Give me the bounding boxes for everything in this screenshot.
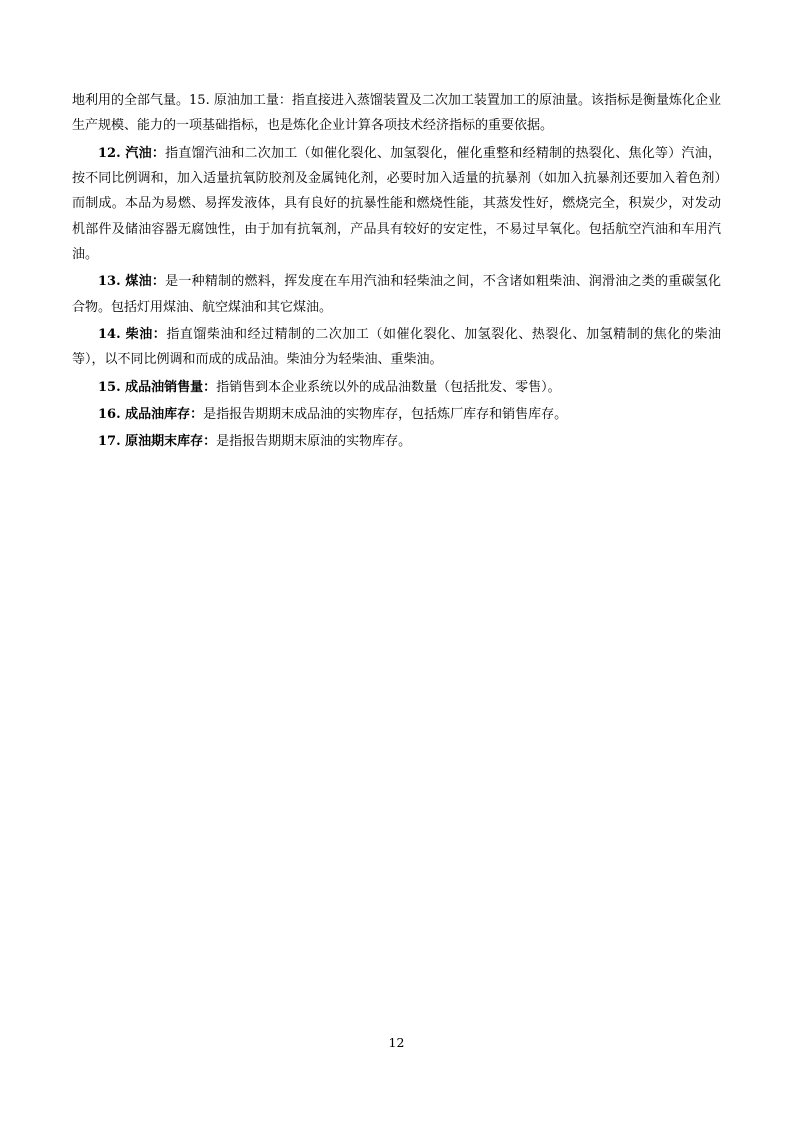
term-label: 12. 汽油： [98, 145, 166, 161]
paragraph-text: 地利用的全部气量。15. 原油加工量：指直接进入蒸馏装置及二次加工装置加工的原油量。该指标是衡量炼化企业生产规模、能力的一项基础指标，也是炼化企业计算各项技术经济指标的重要依据。 [72, 93, 721, 134]
term-label: 13. 煤油： [98, 274, 166, 290]
paragraph [72, 141, 721, 268]
paragraph-text: 指直馏汽油和二次加工（如催化裂化、加氢裂化，催化重整和经精制的热裂化、焦化等）汽油，按不同比例调和，加入适量抗氧防胶剂及金属钝化剂，必要时加入适量的抗暴剂（如加入抗暴剂还要加入着色剂）而制成。本品为易燃、易挥发液体，具有良好的抗暴性能和燃烧性能，其蒸发性好，燃烧完全，积炭少，对发动机部件及储油容器无腐蚀性，由于加有抗氧剂，产品具有较好的安定性，不易过早氧化。包括航空汽油和车用汽油。 [72, 145, 721, 263]
term-label: 15. 成品油销售量： [98, 379, 217, 395]
page-number: 12 [388, 1035, 405, 1050]
paragraph [72, 375, 721, 400]
paragraph-text: 是指报告期期末原油的实物库存。 [216, 434, 412, 450]
paragraph [72, 88, 721, 139]
term-label: 14. 柴油： [98, 327, 167, 343]
paragraph [72, 402, 721, 427]
paragraph [72, 429, 721, 454]
paragraph [72, 322, 721, 373]
paragraph-text: 指销售到本企业系统以外的成品油数量（包括批发、零售）。 [216, 379, 561, 395]
paragraph-text: 是指报告期期末成品油的实物库存，包括炼厂库存和销售库存。 [203, 407, 568, 423]
term-label: 17. 原油期末库存： [98, 434, 217, 450]
paragraph-text: 指直馏柴油和经过精制的二次加工（如催化裂化、加氢裂化、热裂化、加氢精制的焦化的柴油等），以不同比例调和而成的成品油。柴油分为轻柴油、重柴油。 [72, 327, 721, 368]
paragraph-text: 是一种精制的燃料，挥发度在车用汽油和轻柴油之间，不含诸如粗柴油、润滑油之类的重碳氢化合物。包括灯用煤油、航空煤油和其它煤油。 [72, 274, 721, 315]
paragraph [72, 269, 721, 320]
document-body [72, 88, 721, 455]
term-label: 16. 成品油库存： [98, 407, 204, 423]
